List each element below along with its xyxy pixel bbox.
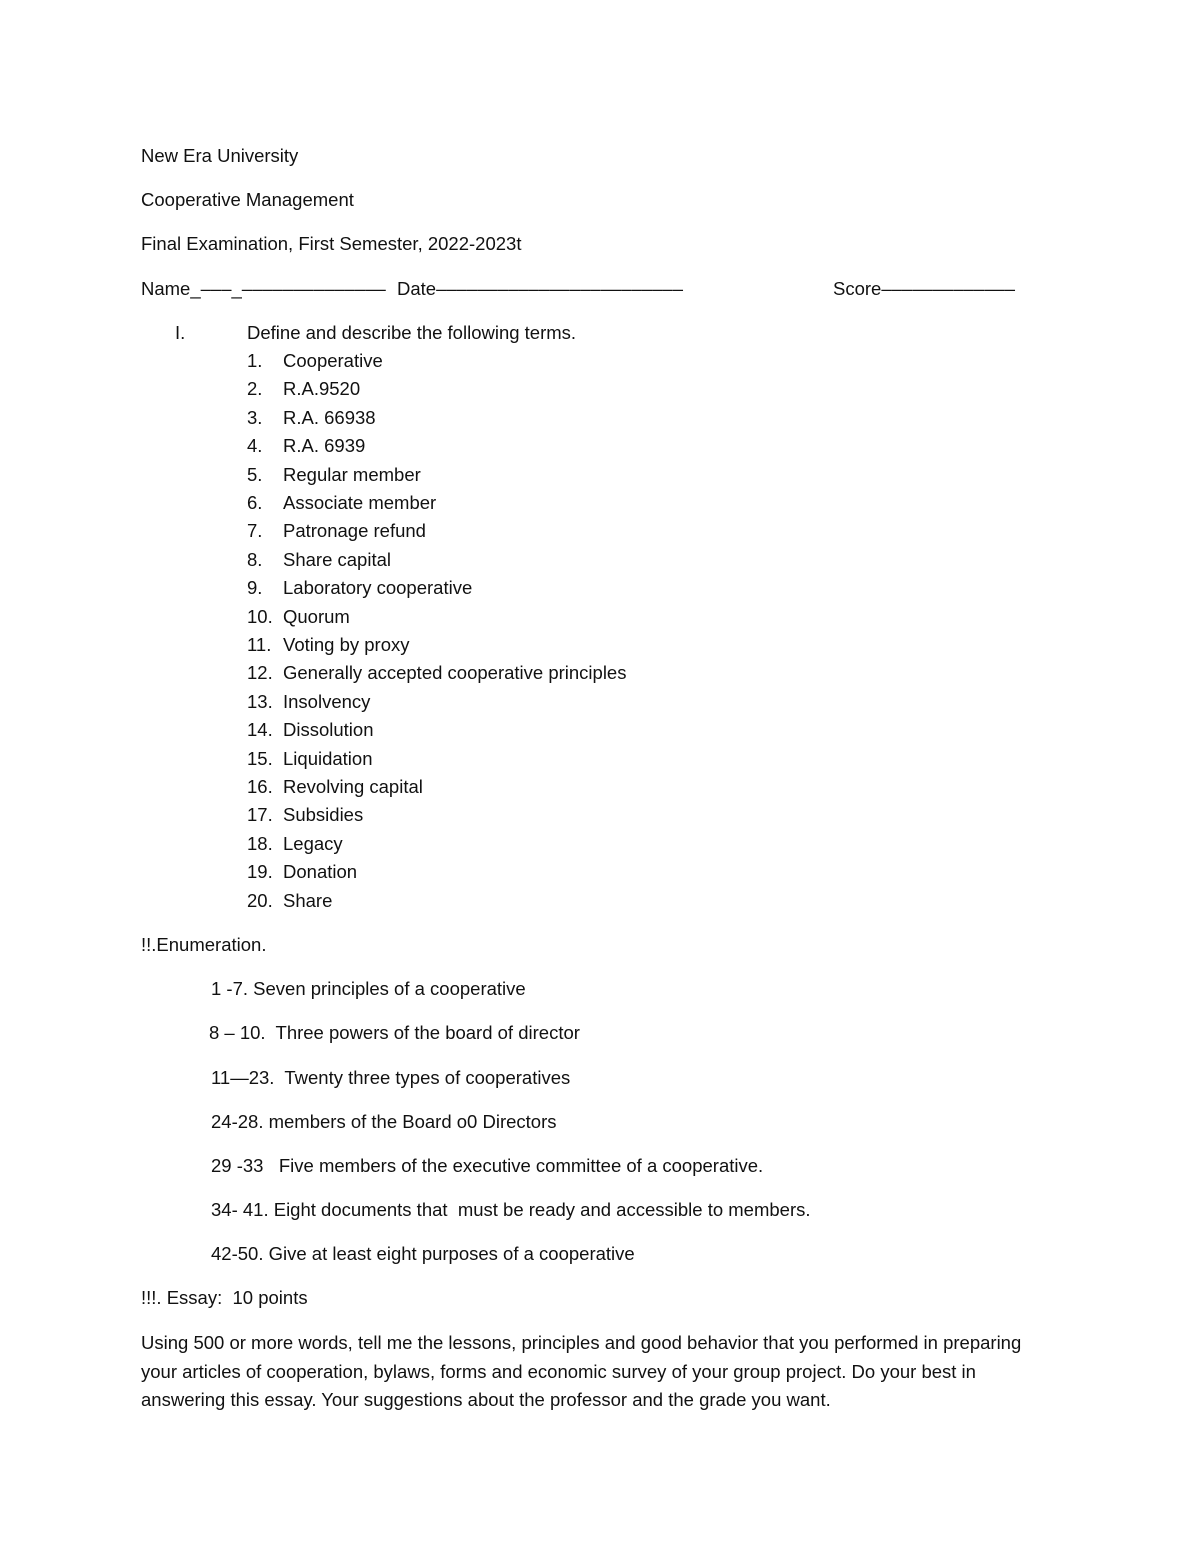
enumeration-item: 24-28. members of the Board o0 Directors — [211, 1111, 557, 1132]
term-number: 14. — [247, 719, 273, 741]
term-number: 3. — [247, 406, 263, 428]
part1-numeral: I. — [175, 322, 186, 343]
term-item: Liquidation — [283, 747, 373, 769]
term-item: Share — [283, 889, 333, 911]
term-number: 5. — [247, 463, 263, 485]
enumeration-item: 42-50. Give at least eight purposes of a cooperative — [211, 1243, 635, 1264]
term-item: Regular member — [283, 463, 421, 485]
term-item: Legacy — [283, 832, 343, 854]
term-item: Patronage refund — [283, 520, 426, 542]
term-item: Voting by proxy — [283, 634, 410, 655]
term-item: R.A. 6939 — [283, 435, 366, 457]
term-item: Cooperative — [283, 350, 383, 371]
term-number: 12. — [247, 662, 273, 684]
exam-title: Final Examination, First Semester, 2022-2023t — [141, 233, 522, 254]
term-number: 13. — [247, 690, 273, 712]
part1-instruction: Define and describe the following terms. — [247, 322, 577, 343]
score-field: Score––––––––––––– — [833, 278, 1016, 299]
term-number: 8. — [247, 548, 263, 570]
enumeration-item: 1 -7. Seven principles of a cooperative — [211, 978, 526, 999]
term-number: 1. — [247, 350, 263, 371]
term-item: Donation — [283, 861, 358, 883]
term-item: Subsidies — [283, 804, 364, 826]
term-item: Revolving capital — [283, 776, 423, 797]
term-number: 10. — [247, 605, 273, 627]
term-number: 9. — [247, 577, 263, 599]
university-name: New Era University — [141, 145, 299, 166]
term-number: 15. — [247, 747, 273, 769]
term-number: 4. — [247, 435, 263, 457]
term-number: 7. — [247, 520, 263, 542]
term-item: R.A. 66938 — [283, 406, 376, 428]
enumeration-item: 34- 41. Eight documents that must be ready and accessible to members. — [211, 1199, 811, 1220]
term-item: R.A.9520 — [283, 378, 361, 400]
term-item: Associate member — [283, 492, 437, 513]
term-number: 6. — [247, 492, 263, 513]
part3-heading: !!!. Essay: 10 points — [141, 1287, 308, 1308]
name-field: Name_–––_–––––––––––––– — [141, 278, 386, 299]
term-number: 18. — [247, 832, 273, 854]
essay-instructions: Using 500 or more words, tell me the lessons, principles and good behavior that you performed in preparing your articles of cooperation, bylaws, forms and economic survey of your group project. Do your best in answering this essay. Your suggestions about the professor and the grade you want. — [141, 1332, 1022, 1410]
term-item: Quorum — [283, 605, 350, 627]
course-title: Cooperative Management — [141, 189, 354, 210]
term-number: 17. — [247, 804, 273, 826]
term-number: 19. — [247, 861, 273, 883]
term-number: 11. — [247, 634, 272, 655]
term-item: Generally accepted cooperative principles — [283, 662, 627, 684]
term-number: 16. — [247, 776, 273, 797]
date-field: Date–––––––––––––––––––––––– — [397, 278, 684, 299]
term-number: 20. — [247, 889, 273, 911]
term-item: Laboratory cooperative — [283, 577, 473, 599]
enumeration-item: 8 – 10. Three powers of the board of director — [209, 1022, 580, 1043]
term-number: 2. — [247, 378, 263, 400]
enumeration-item: 11—23. Twenty three types of cooperatives — [211, 1067, 571, 1088]
part2-heading: !!.Enumeration. — [141, 934, 267, 955]
term-item: Share capital — [283, 548, 391, 570]
enumeration-item: 29 -33 Five members of the executive committee of a cooperative. — [211, 1155, 764, 1176]
term-item: Dissolution — [283, 719, 374, 741]
term-item: Insolvency — [283, 690, 371, 712]
